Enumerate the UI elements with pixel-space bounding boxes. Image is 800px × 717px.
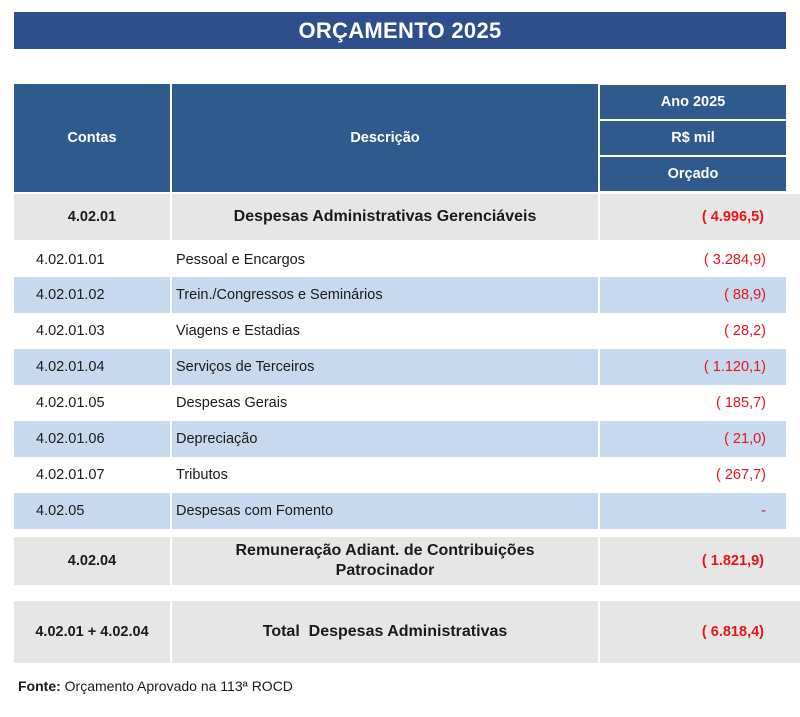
row-conta: 4.02.01.02 <box>14 277 172 313</box>
row-conta: 4.02.05 <box>14 493 172 529</box>
row-descricao: Viagens e Estadias <box>172 313 600 349</box>
group-valor: ( 4.996,5) <box>701 209 764 225</box>
header-orcado: Orçado <box>600 157 786 191</box>
page-title: ORÇAMENTO 2025 <box>14 12 786 49</box>
group-valor: ( 1.821,9) <box>701 553 764 569</box>
source-label: Fonte: <box>18 678 61 694</box>
row-descricao: Despesas com Fomento <box>172 493 600 529</box>
group-descricao-line1: Remuneração Adiant. de Contribuições <box>235 542 535 559</box>
table-row <box>14 349 786 385</box>
row-valor: ( 21,0) <box>724 431 766 447</box>
row-descricao: Trein./Congressos e Seminários <box>172 277 600 313</box>
header-contas: Contas <box>14 84 172 192</box>
row-descricao: Depreciação <box>172 421 600 457</box>
row-valor: - <box>761 503 766 519</box>
row-valor: ( 3.284,9) <box>703 251 766 268</box>
table-header <box>14 84 786 192</box>
row-descricao: Tributos <box>172 457 600 493</box>
row-valor: ( 1.120,1) <box>703 359 766 375</box>
table-row <box>14 493 786 529</box>
table-row <box>14 457 786 493</box>
header-moeda: R$ mil <box>600 121 786 155</box>
row-descricao: Serviços de Terceiros <box>172 349 600 385</box>
row-conta: 4.02.01.01 <box>14 242 172 277</box>
group-row-gerenciaveis <box>14 194 800 240</box>
group-conta: 4.02.01 <box>14 194 172 240</box>
table-row <box>14 421 786 457</box>
row-conta: 4.02.01.05 <box>14 385 172 421</box>
source-note <box>18 678 293 694</box>
table-row <box>14 385 786 421</box>
row-conta: 4.02.01.07 <box>14 457 172 493</box>
header-descricao: Descrição <box>172 84 600 192</box>
group-descricao-line2: Patrocinador <box>335 562 435 579</box>
group-descricao <box>172 537 600 585</box>
row-valor: ( 28,2) <box>724 323 766 339</box>
group-conta: 4.02.04 <box>14 537 172 585</box>
group-descricao: Despesas Administrativas Gerenciáveis <box>172 194 600 240</box>
header-valor-group <box>600 84 786 192</box>
row-descricao: Despesas Gerais <box>172 385 600 421</box>
group-row-remuneracao <box>14 537 800 585</box>
total-conta: 4.02.01 + 4.02.04 <box>14 601 172 663</box>
table-row <box>14 277 786 313</box>
row-valor: ( 185,7) <box>716 395 766 411</box>
row-conta: 4.02.01.03 <box>14 313 172 349</box>
total-row <box>14 601 800 663</box>
total-descricao: Total Despesas Administrativas <box>172 601 600 663</box>
row-conta: 4.02.01.04 <box>14 349 172 385</box>
table-row <box>14 242 786 277</box>
row-descricao: Pessoal e Encargos <box>172 242 600 277</box>
header-ano: Ano 2025 <box>600 85 786 119</box>
total-valor: ( 6.818,4) <box>701 624 764 640</box>
row-valor: ( 88,9) <box>724 287 766 303</box>
table-row <box>14 313 786 349</box>
row-conta: 4.02.01.06 <box>14 421 172 457</box>
detail-rows <box>14 242 786 529</box>
row-valor: ( 267,7) <box>716 467 766 483</box>
source-text: Orçamento Aprovado na 113ª ROCD <box>60 678 293 694</box>
